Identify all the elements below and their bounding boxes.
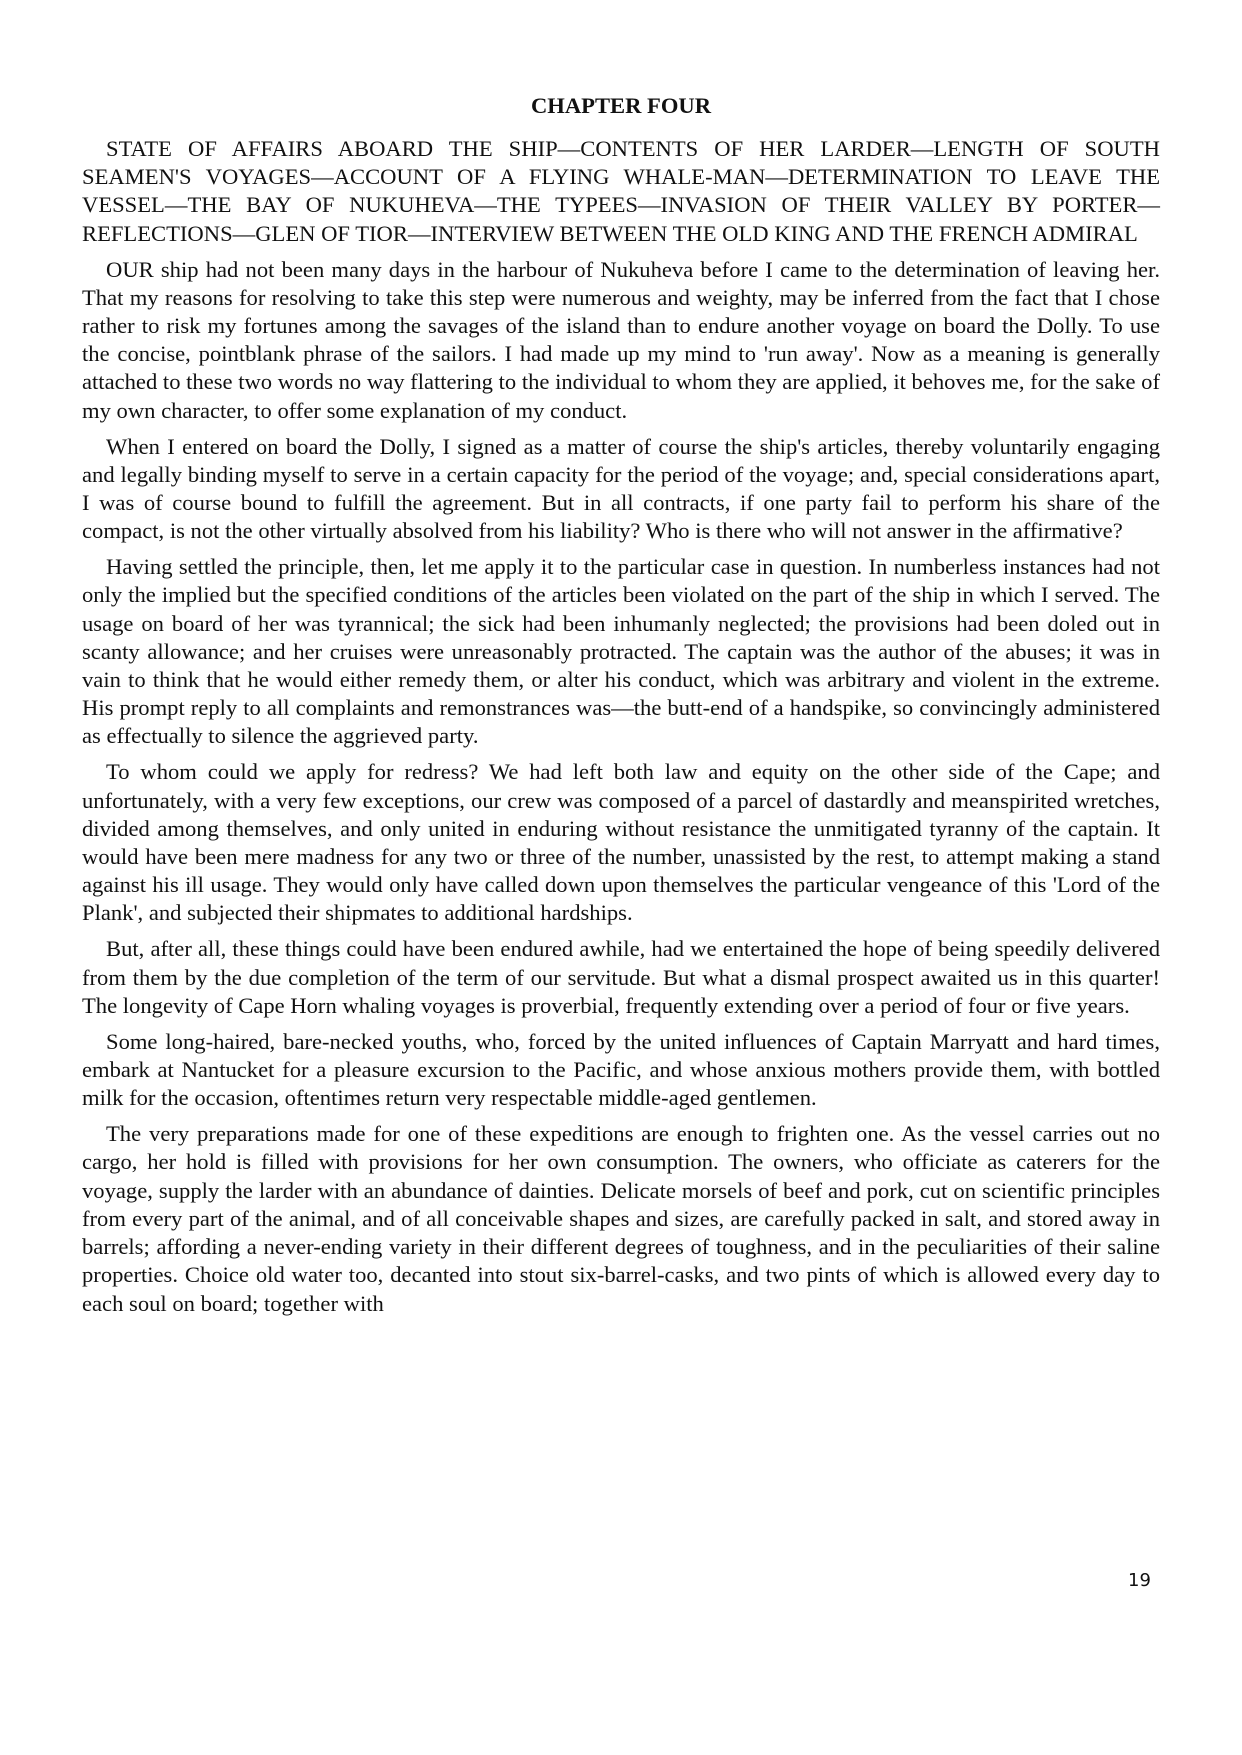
paragraph: OUR ship had not been many days in the harbour of Nukuheva before I came to the determination of leaving her. That my reasons for resolving to take this step were numerous and weighty, may be inferred from the fact that I chose rather to risk my fortunes among the savages of the island than to endure another voyage on board the Dolly. To use the concise, pointblank phrase of the sailors. I had made up my mind to 'run away'. Now as a meaning is generally attached to these two words no way flattering to the individual to whom they are applied, it behoves me, for the sake of my own character, to offer some explanation of my conduct. bbox=[82, 256, 1160, 423]
paragraph: The very preparations made for one of these expeditions are enough to frighten one. As the vessel carries out no cargo, her hold is filled with provisions for her own consumption. The owners, who officiate as caterers for the voyage, supply the larder with an abundance of dainties. Delicate morsels of beef and pork, cut on scientific principles from every part of the animal, and of all conceivable shapes and sizes, are carefully packed in salt, and stored away in barrels; affording a never-ending variety in their different degrees of toughness, and in the peculiarities of their saline properties. Choice old water too, decanted into stout six-barrel-casks, and two pints of which is allowed every day to each soul on board; together with bbox=[82, 1121, 1160, 1316]
paragraph: When I entered on board the Dolly, I signed as a matter of course the ship's articles, thereby voluntarily engaging and legally binding myself to serve in a certain capacity for the period of the voyage; and, special considerations apart, I was of course bound to fulfill the agreement. But in all contracts, if one party fail to perform his share of the compact, is not the other virtually absolved from his liability? Who is there who will not answer in the affirmative? bbox=[82, 433, 1160, 544]
paragraph: Some long-haired, bare-necked youths, who, forced by the united influences of Captain Marryatt and hard times, embark at Nantucket for a pleasure excursion to the Pacific, and whose anxious mothers provide them, with bottled milk for the occasion, oftentimes return very respectable middle-aged gentlemen. bbox=[82, 1028, 1160, 1111]
chapter-summary: STATE OF AFFAIRS ABOARD THE SHIP—CONTENTS OF HER LARDER—LENGTH OF SOUTH SEAMEN'S VOYAGES—ACCOUNT OF A FLYING WHALE-MAN—DETERMINATION TO LEAVE THE VESSEL—THE BAY OF NUKUHEVA—THE TYPEES—INVASION OF THEIR VALLEY BY PORTER—REFLECTIONS—GLEN OF TIOR—INTERVIEW BETWEEN THE OLD KING AND THE FRENCH ADMIRAL bbox=[82, 136, 1160, 246]
paragraph: But, after all, these things could have been endured awhile, had we entertained the hope of being speedily delivered from them by the due completion of the term of our servitude. But what a dismal prospect awaited us in this quarter! The longevity of Cape Horn whaling voyages is proverbial, frequently extending over a period of four or five years. bbox=[82, 936, 1160, 1018]
chapter-title: CHAPTER FOUR bbox=[530, 93, 712, 118]
paragraph: To whom could we apply for redress? We had left both law and equity on the other side of the Cape; and unfortunately, with a very few exceptions, our crew was composed of a parcel of dastardly and meanspirited wretches, divided among themselves, and only united in enduring without resistance the unmitigated tyranny of the captain. It would have been mere madness for any two or three of the number, unassisted by the rest, to attempt making a stand against his ill usage. They would only have called down upon themselves the particular vengeance of this 'Lord of the Plank', and subjected their shipmates to additional hardships. bbox=[82, 759, 1160, 926]
chapter-body bbox=[82, 135, 1160, 1326]
paragraph: Having settled the principle, then, let me apply it to the particular case in question. In numberless instances had not only the implied but the specified conditions of the articles been violated on the part of the ship in which I served. The usage on board of her was tyrannical; the sick had been inhumanly neglected; the provisions had been doled out in scanty allowance; and her cruises were unreasonably protracted. The captain was the author of the abuses; it was in vain to think that he would either remedy them, or alter his conduct, which was arbitrary and violent in the extreme. His prompt reply to all complaints and remonstrances was—the butt-end of a handspike, so convincingly administered as effectually to silence the aggrieved party. bbox=[82, 554, 1160, 749]
page-number: 19 bbox=[1128, 1570, 1151, 1591]
